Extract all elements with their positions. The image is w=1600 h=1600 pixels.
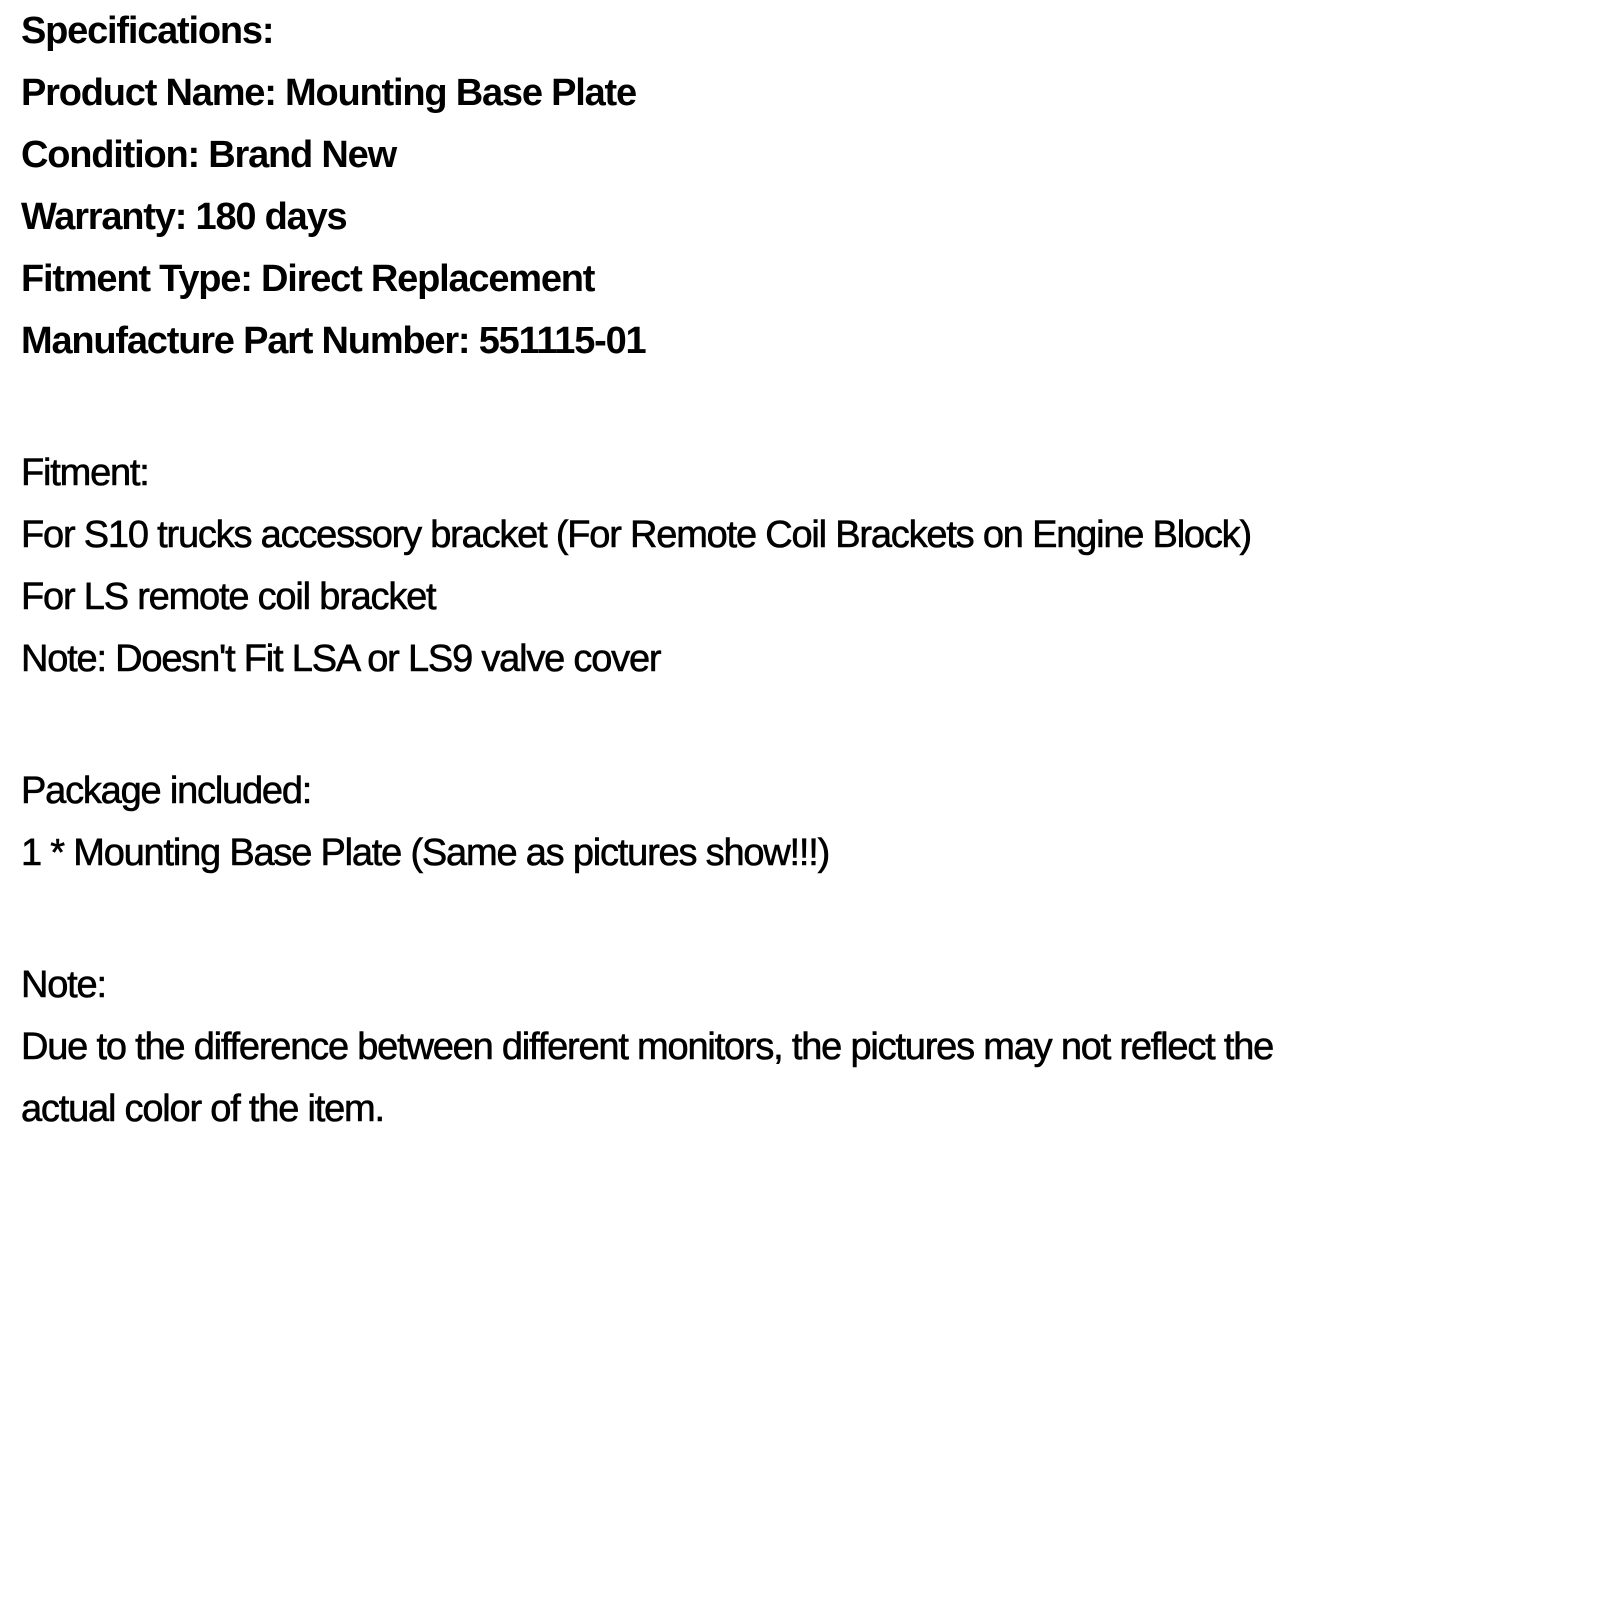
text-line: Manufacture Part Number: 551115-01 [21, 320, 646, 362]
text-line: 1 * Mounting Base Plate (Same as pictures show!!!) [21, 832, 830, 874]
text-line: Note: [21, 964, 106, 1006]
text-line: actual color of the item. [21, 1088, 384, 1130]
text-line: Note: Doesn't Fit LSA or LS9 valve cover [21, 638, 661, 680]
text-line: Specifications: [21, 10, 274, 52]
text-line: For LS remote coil bracket [21, 576, 436, 618]
section-fitment [21, 442, 1600, 690]
text-line: Condition: Brand New [21, 134, 396, 176]
text-line: Fitment Type: Direct Replacement [21, 258, 595, 300]
text-line: Package included: [21, 770, 312, 812]
section-package-included [21, 760, 1600, 884]
text-line: Fitment: [21, 452, 149, 494]
text-line: Warranty: 180 days [21, 196, 347, 238]
text-line: For S10 trucks accessory bracket (For Remote Coil Brackets on Engine Block) [21, 514, 1251, 556]
section-specifications [21, 0, 1600, 372]
text-line: Due to the difference between different monitors, the pictures may not reflect the [21, 1026, 1274, 1068]
text-line: Product Name: Mounting Base Plate [21, 72, 636, 114]
section-note [21, 954, 1600, 1140]
